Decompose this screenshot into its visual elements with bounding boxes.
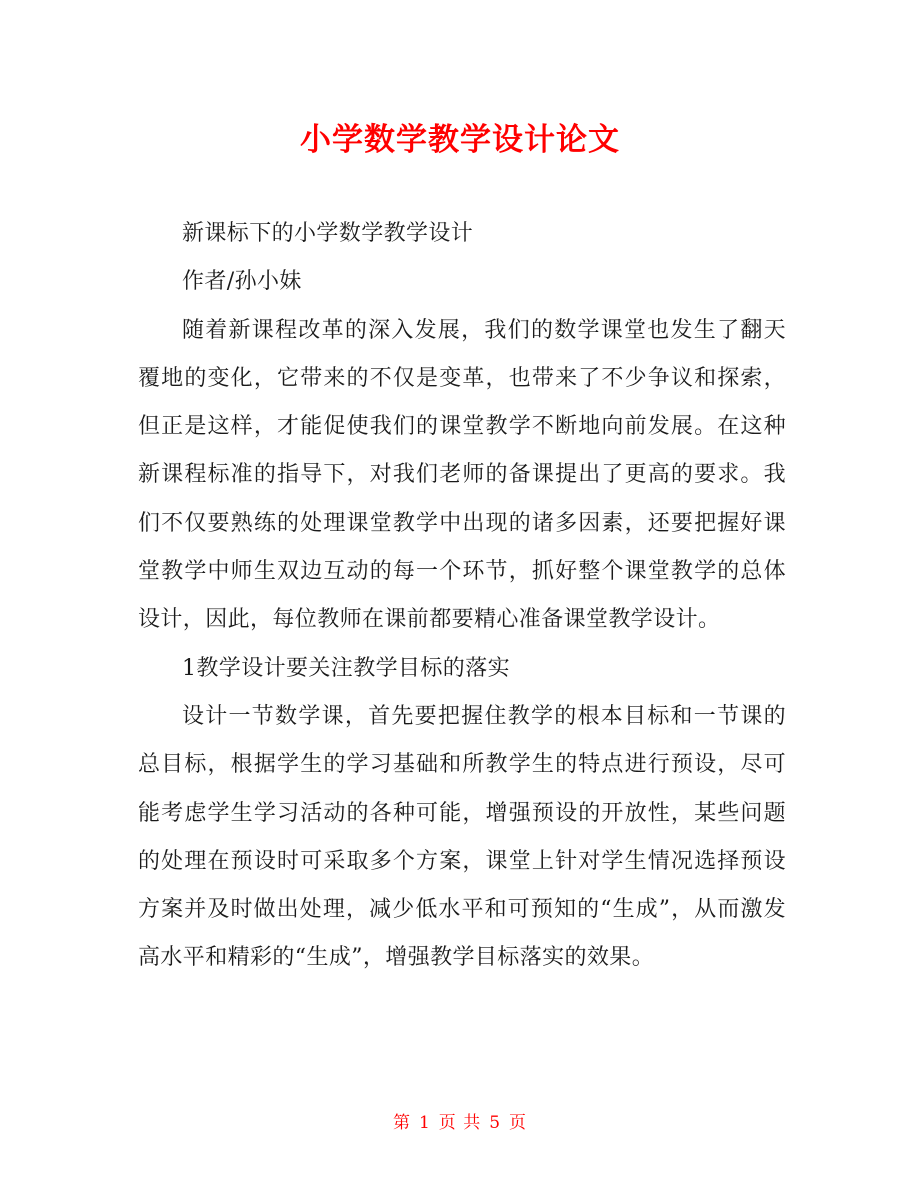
- document-body: [138, 210, 786, 983]
- paragraph-intro: 随着新课程改革的深入发展，我们的数学课堂也发生了翻天覆地的变化，它带来的不仅是变革，也带来了不少争议和探索，但正是这样，才能促使我们的课堂教学不断地向前发展。在这种新课程标准的指导下，对我们老师的备课提出了更高的要求。我们不仅要熟练的处理课堂教学中出现的诸多因素，还要把握好课堂教学中师生双边互动的每一个环节，抓好整个课堂教学的总体设计，因此，每位教师在课前都要精心准备课堂教学设计。: [138, 317, 786, 633]
- footer-page-total: 5: [489, 1113, 502, 1133]
- paragraph-author: 作者/孙小妹: [182, 269, 302, 295]
- footer-prefix: 第: [392, 1113, 411, 1133]
- footer-suffix: 页: [509, 1113, 528, 1133]
- footer-page-number: 1: [418, 1113, 431, 1133]
- paragraph-section-heading: 1教学设计要关注教学目标的落实: [182, 655, 510, 681]
- paragraph-section-body: 设计一节数学课，首先要把握住教学的根本目标和一节课的总目标，根据学生的学习基础和所教学生的特点进行预设，尽可能考虑学生学习活动的各种可能，增强预设的开放性，某些问题的处理在预设时可采取多个方案，课堂上针对学生情况选择预设方案并及时做出处理，减少低水平和可预知的“生成”，从而激发高水平和精彩的“生成”，增强教学目标落实的效果。: [138, 703, 786, 971]
- footer-mid: 页 共: [438, 1113, 482, 1133]
- page-footer: [0, 1111, 920, 1135]
- paragraph-subtitle: 新课标下的小学数学教学设计: [182, 221, 474, 246]
- document-title: 小学数学教学设计论文: [300, 122, 620, 158]
